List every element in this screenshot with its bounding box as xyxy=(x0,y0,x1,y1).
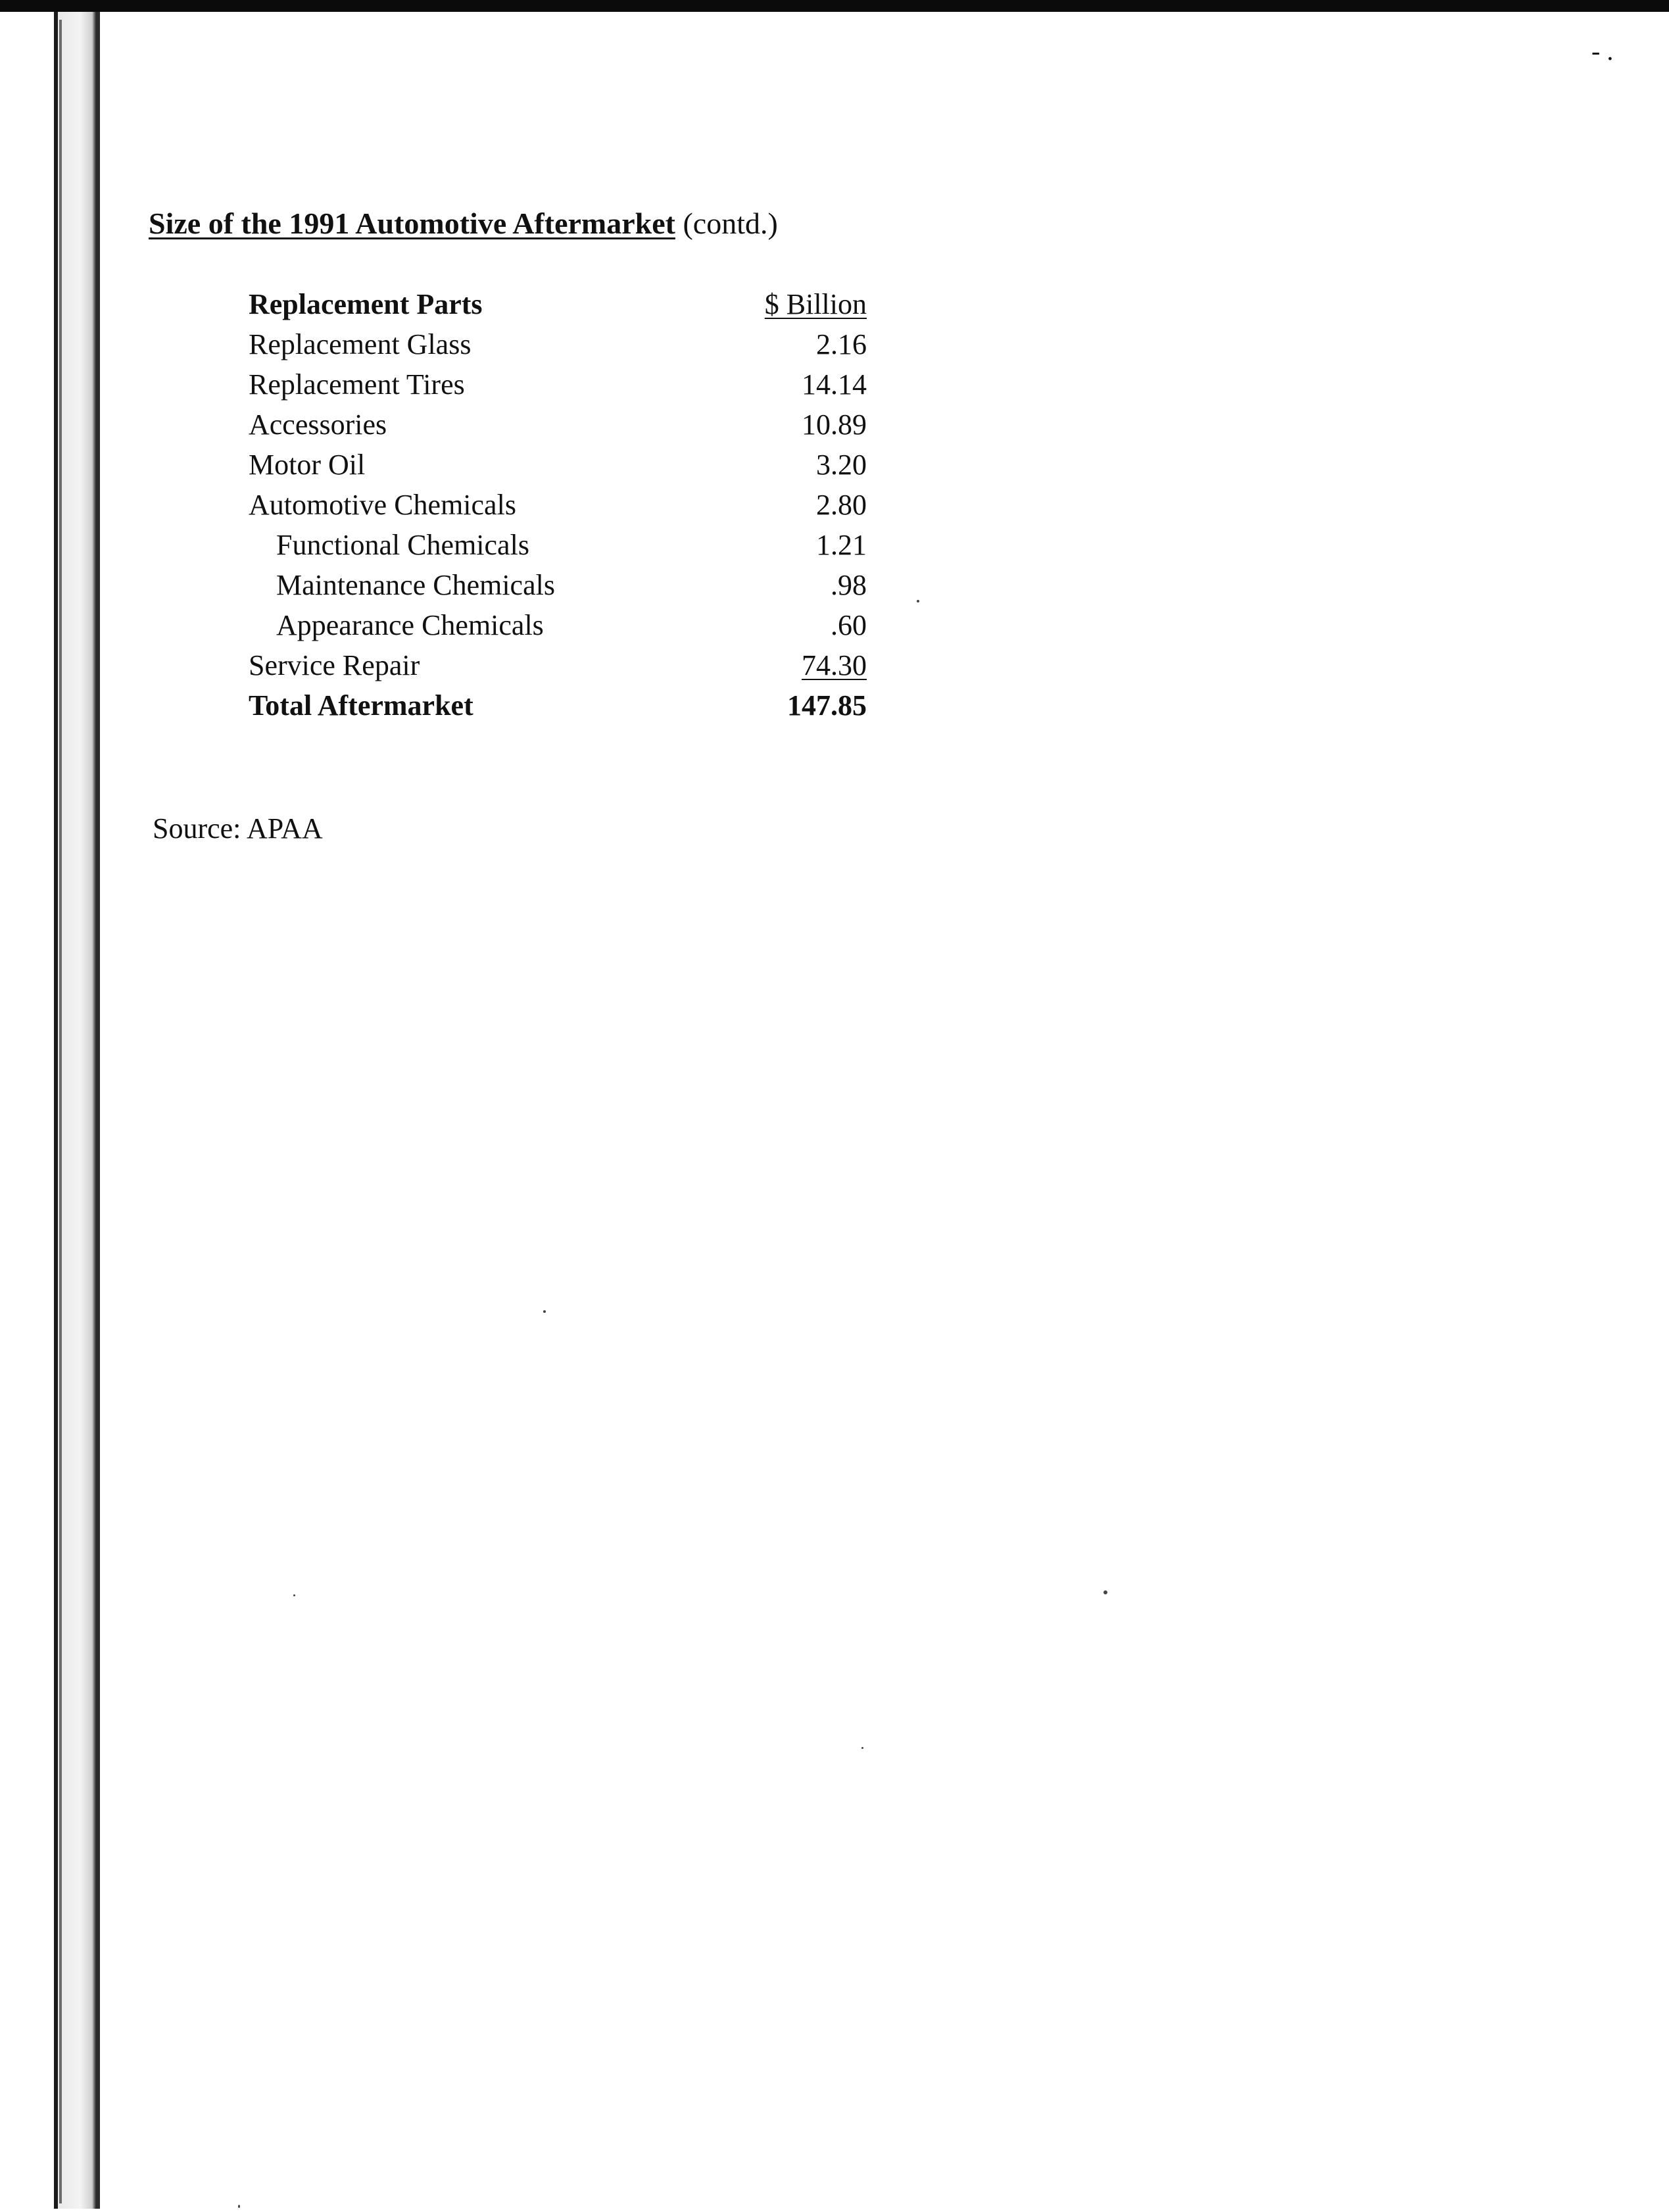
title-main: Size of the 1991 Automotive Aftermarket xyxy=(149,207,675,240)
scan-speck xyxy=(238,2205,240,2208)
total-label: Total Aftermarket xyxy=(249,689,473,722)
scan-speck xyxy=(293,1594,295,1596)
table-row xyxy=(249,445,867,485)
table-row-sub xyxy=(249,565,867,605)
header-value: $ Billion xyxy=(764,288,867,320)
aftermarket-table xyxy=(249,284,867,725)
scan-speck xyxy=(1103,1590,1107,1594)
binding-shadow-line xyxy=(59,20,62,2203)
row-value: 1.21 xyxy=(816,529,867,561)
row-label: Replacement Glass xyxy=(249,328,472,360)
row-value: 2.16 xyxy=(816,328,867,360)
table-row xyxy=(249,645,867,685)
row-label: Functional Chemicals xyxy=(276,529,529,561)
header-label: Replacement Parts xyxy=(249,288,483,320)
row-label: Motor Oil xyxy=(249,449,366,481)
row-value: .60 xyxy=(831,609,867,641)
scan-speck xyxy=(543,1310,546,1313)
scan-speck xyxy=(861,1747,863,1749)
scan-speck xyxy=(917,600,919,602)
document-title xyxy=(149,205,778,242)
table-header-row xyxy=(249,284,867,324)
table-row-sub xyxy=(249,605,867,645)
row-value: 2.80 xyxy=(816,489,867,521)
row-value: 74.30 xyxy=(802,649,867,681)
row-label: Service Repair xyxy=(249,649,420,681)
row-label: Automotive Chemicals xyxy=(249,489,516,521)
table-row xyxy=(249,324,867,364)
scan-top-edge xyxy=(0,0,1669,12)
row-label: Replacement Tires xyxy=(249,368,465,401)
row-value: .98 xyxy=(831,569,867,601)
source-note: Source: APAA xyxy=(153,812,323,845)
row-label: Accessories xyxy=(249,408,387,441)
table-row-sub xyxy=(249,525,867,565)
table-row xyxy=(249,405,867,445)
table-row xyxy=(249,364,867,405)
row-value: 14.14 xyxy=(802,368,867,401)
row-label: Appearance Chemicals xyxy=(276,609,544,641)
title-suffix: (contd.) xyxy=(683,207,778,240)
table-row xyxy=(249,485,867,525)
row-value: 10.89 xyxy=(802,408,867,441)
corner-mark: - . xyxy=(1591,36,1614,66)
table-total-row xyxy=(249,685,867,725)
total-value: 147.85 xyxy=(787,689,867,722)
row-label: Maintenance Chemicals xyxy=(276,569,555,601)
row-value: 3.20 xyxy=(816,449,867,481)
